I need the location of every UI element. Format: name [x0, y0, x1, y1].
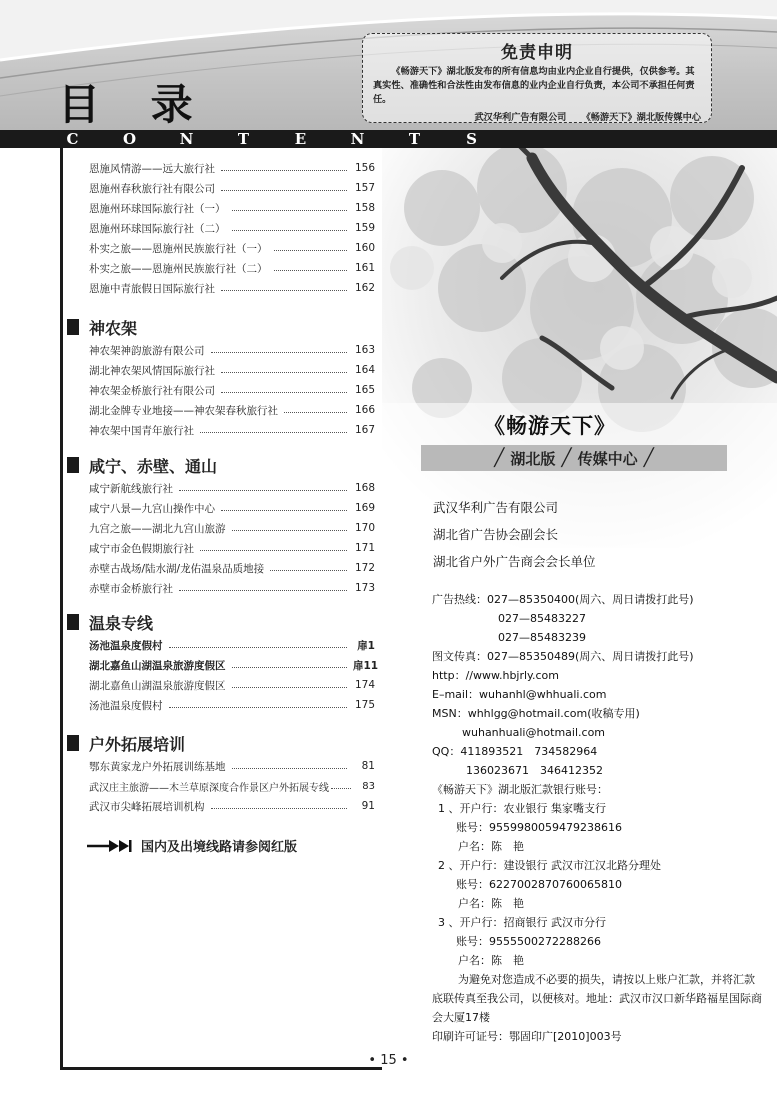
toc-section-outdoor-training	[63, 730, 385, 816]
remittance-notice: 为避免对您造成不必要的损失，请按以上账户汇款，并将汇款底联传真至我公司，以便核对。地址：武汉市汉口新华路福星国际商会大厦17楼	[432, 973, 762, 1024]
redbook-reference-label: 国内及出境线路请参阅红版	[141, 840, 298, 855]
contents-banner	[0, 130, 777, 148]
bank-holder: 户名：陈 艳	[458, 954, 524, 967]
toc-panel	[60, 148, 382, 1070]
fax-row: 图文传真：027—85350489(周六、周日请拨打此号)	[432, 650, 694, 663]
ad-hotline-number: 027—85483227	[498, 612, 586, 625]
company-credentials	[433, 494, 596, 575]
toc-entry[interactable]: 咸宁新航线旅行社 168	[89, 482, 375, 495]
tree-photo	[382, 148, 777, 548]
toc-entry[interactable]: 九宫之旅——湖北九宫山旅游 170	[89, 522, 375, 535]
toc-entry[interactable]: 湖北神农架风情国际旅行社 164	[89, 364, 375, 377]
toc-entry[interactable]: 神农架中国青年旅行社 167	[89, 424, 375, 437]
contents-letter: T	[408, 130, 421, 148]
bank-account: 账号：9559980059479238616	[456, 821, 622, 834]
toc-entry[interactable]: 武汉庄主旅游——木兰草原深度合作景区户外拓展专线 83	[89, 780, 375, 794]
disclaimer-signature	[373, 109, 701, 123]
page-title: 目 录	[58, 80, 211, 129]
redbook-reference-link[interactable]	[87, 836, 297, 855]
toc-entry[interactable]: 恩施州环球国际旅行社（一） 158	[89, 202, 375, 215]
toc-entry[interactable]: 恩施州春秋旅行社有限公司 157	[89, 182, 375, 195]
section-marker-icon	[67, 614, 79, 630]
section-marker-icon	[67, 319, 79, 335]
brand-subtitle-bar: ╱ 湖北版 ╱ 传媒中心 ╱	[421, 445, 727, 471]
toc-entry[interactable]: 赤壁古战场/陆水湖/龙佑温泉品质地接 172	[89, 562, 375, 575]
toc-entry[interactable]: 湖北嘉鱼山湖温泉旅游度假区 扉11	[89, 659, 379, 672]
disclaimer-title: 免责申明	[501, 43, 573, 63]
contents-letter: S	[466, 130, 477, 148]
contents-letter: E	[294, 130, 307, 148]
toc-entry[interactable]: 汤池温泉度假村 175	[89, 699, 375, 712]
toc-entry[interactable]: 赤壁市金桥旅行社 173	[89, 582, 375, 595]
contact-info	[432, 590, 762, 1046]
toc-entry[interactable]: 恩施风情游——远大旅行社 156	[89, 162, 375, 175]
toc-entry[interactable]: 湖北嘉鱼山湖温泉旅游度假区 174	[89, 679, 375, 692]
bank-holder: 户名：陈 艳	[458, 840, 524, 853]
toc-entry[interactable]: 神农架神韵旅游有限公司 163	[89, 344, 375, 357]
toc-entry[interactable]: 神农架金桥旅行社有限公司 165	[89, 384, 375, 397]
toc-entry[interactable]: 咸宁八景—九宫山操作中心 169	[89, 502, 375, 515]
toc-entry[interactable]: 恩施州环球国际旅行社（二） 159	[89, 222, 375, 235]
section-heading: 神农架	[63, 314, 385, 340]
toc-section-hot-spring	[63, 609, 385, 715]
bank-account: 账号：6227002870760065810	[456, 878, 622, 891]
section-heading: 咸宁、赤壁、通山	[63, 452, 385, 478]
bank-account: 账号：9555500272288266	[456, 935, 601, 948]
brand-title: 《畅游天下》	[484, 413, 616, 438]
msn-row: wuhanhuali@hotmail.com	[462, 726, 606, 739]
bank-holder: 户名：陈 艳	[458, 897, 524, 910]
toc-entry[interactable]: 汤池温泉度假村 扉1	[89, 639, 375, 652]
print-license: 印刷许可证号：鄂固印广[2010]003号	[432, 1030, 622, 1043]
ad-hotline-row: 广告热线：027—85350400(周六、周日请拨打此号)	[432, 593, 694, 606]
email-link[interactable]: E–mail：wuhanhl@whhuali.com	[432, 688, 607, 701]
website-link[interactable]: http：//www.hbjrly.com	[432, 669, 559, 682]
company-line: 湖北省广告协会副会长	[433, 527, 559, 542]
brand-edition: 湖北版	[510, 449, 556, 468]
bank-title: 《畅游天下》湖北版汇款银行账号：	[432, 783, 608, 796]
disclaimer-sign-company: 武汉华利广告有限公司	[474, 112, 567, 123]
bank-row: 2 、开户行：建设银行 武汉市江汉北路分理处	[438, 859, 661, 872]
toc-entry[interactable]: 朴实之旅——恩施州民族旅行社（一） 160	[89, 242, 375, 255]
toc-entry[interactable]: 武汉市尖峰拓展培训机构 91	[89, 800, 375, 813]
company-line: 湖北省户外广告商会会长单位	[433, 554, 596, 569]
bank-row: 3 、开户行：招商银行 武汉市分行	[438, 916, 606, 929]
company-line: 武汉华利广告有限公司	[433, 500, 559, 515]
section-marker-icon	[67, 735, 79, 751]
ad-hotline-number: 027—85483239	[498, 631, 586, 644]
double-arrow-icon	[87, 839, 133, 853]
disclaimer-sign-center: 《畅游天下》湖北版传媒中心	[581, 112, 701, 123]
contents-letter: N	[179, 130, 194, 148]
msn-row: MSN：whhlgg@hotmail.com(收稿专用)	[432, 707, 640, 720]
toc-entry[interactable]: 鄂东黄家龙户外拓展训练基地 81	[89, 760, 375, 773]
bank-row: 1 、开户行：农业银行 集家嘴支行	[438, 802, 606, 815]
brand-center: 传媒中心	[577, 449, 638, 468]
toc-top-group	[63, 158, 385, 298]
qq-row: 136023671 346412352	[466, 764, 603, 777]
qq-row: QQ：411893521 734582964	[432, 745, 598, 758]
toc-entry[interactable]: 朴实之旅——恩施州民族旅行社（二） 161	[89, 262, 375, 275]
section-heading: 户外拓展培训	[63, 730, 385, 756]
section-marker-icon	[67, 457, 79, 473]
toc-section-shennongjia	[63, 314, 385, 440]
contents-letter: C	[66, 130, 79, 148]
contents-letter: O	[122, 130, 137, 148]
ad-hotline-number: 027—85350400(周六、周日请拨打此号)	[487, 593, 694, 606]
page-header	[0, 0, 777, 130]
disclaimer-box	[362, 33, 712, 123]
disclaimer-body: 《畅游天下》湖北版发布的所有信息均由业内企业自行提供，仅供参考。其真实性、准确性和合法性由发布信息的业内企业自行负责，本公司不承担任何责任。	[373, 66, 695, 105]
contents-letter: T	[237, 130, 250, 148]
toc-entry[interactable]: 湖北金牌专业地接——神农架春秋旅行社 166	[89, 404, 375, 417]
page-number: • 15 •	[368, 1053, 409, 1068]
contents-letter: N	[350, 130, 365, 148]
toc-entry[interactable]: 恩施中青旅假日国际旅行社 162	[89, 282, 375, 295]
toc-section-xianning	[63, 452, 385, 598]
section-heading: 温泉专线	[63, 609, 385, 635]
toc-entry[interactable]: 咸宁市金色假期旅行社 171	[89, 542, 375, 555]
